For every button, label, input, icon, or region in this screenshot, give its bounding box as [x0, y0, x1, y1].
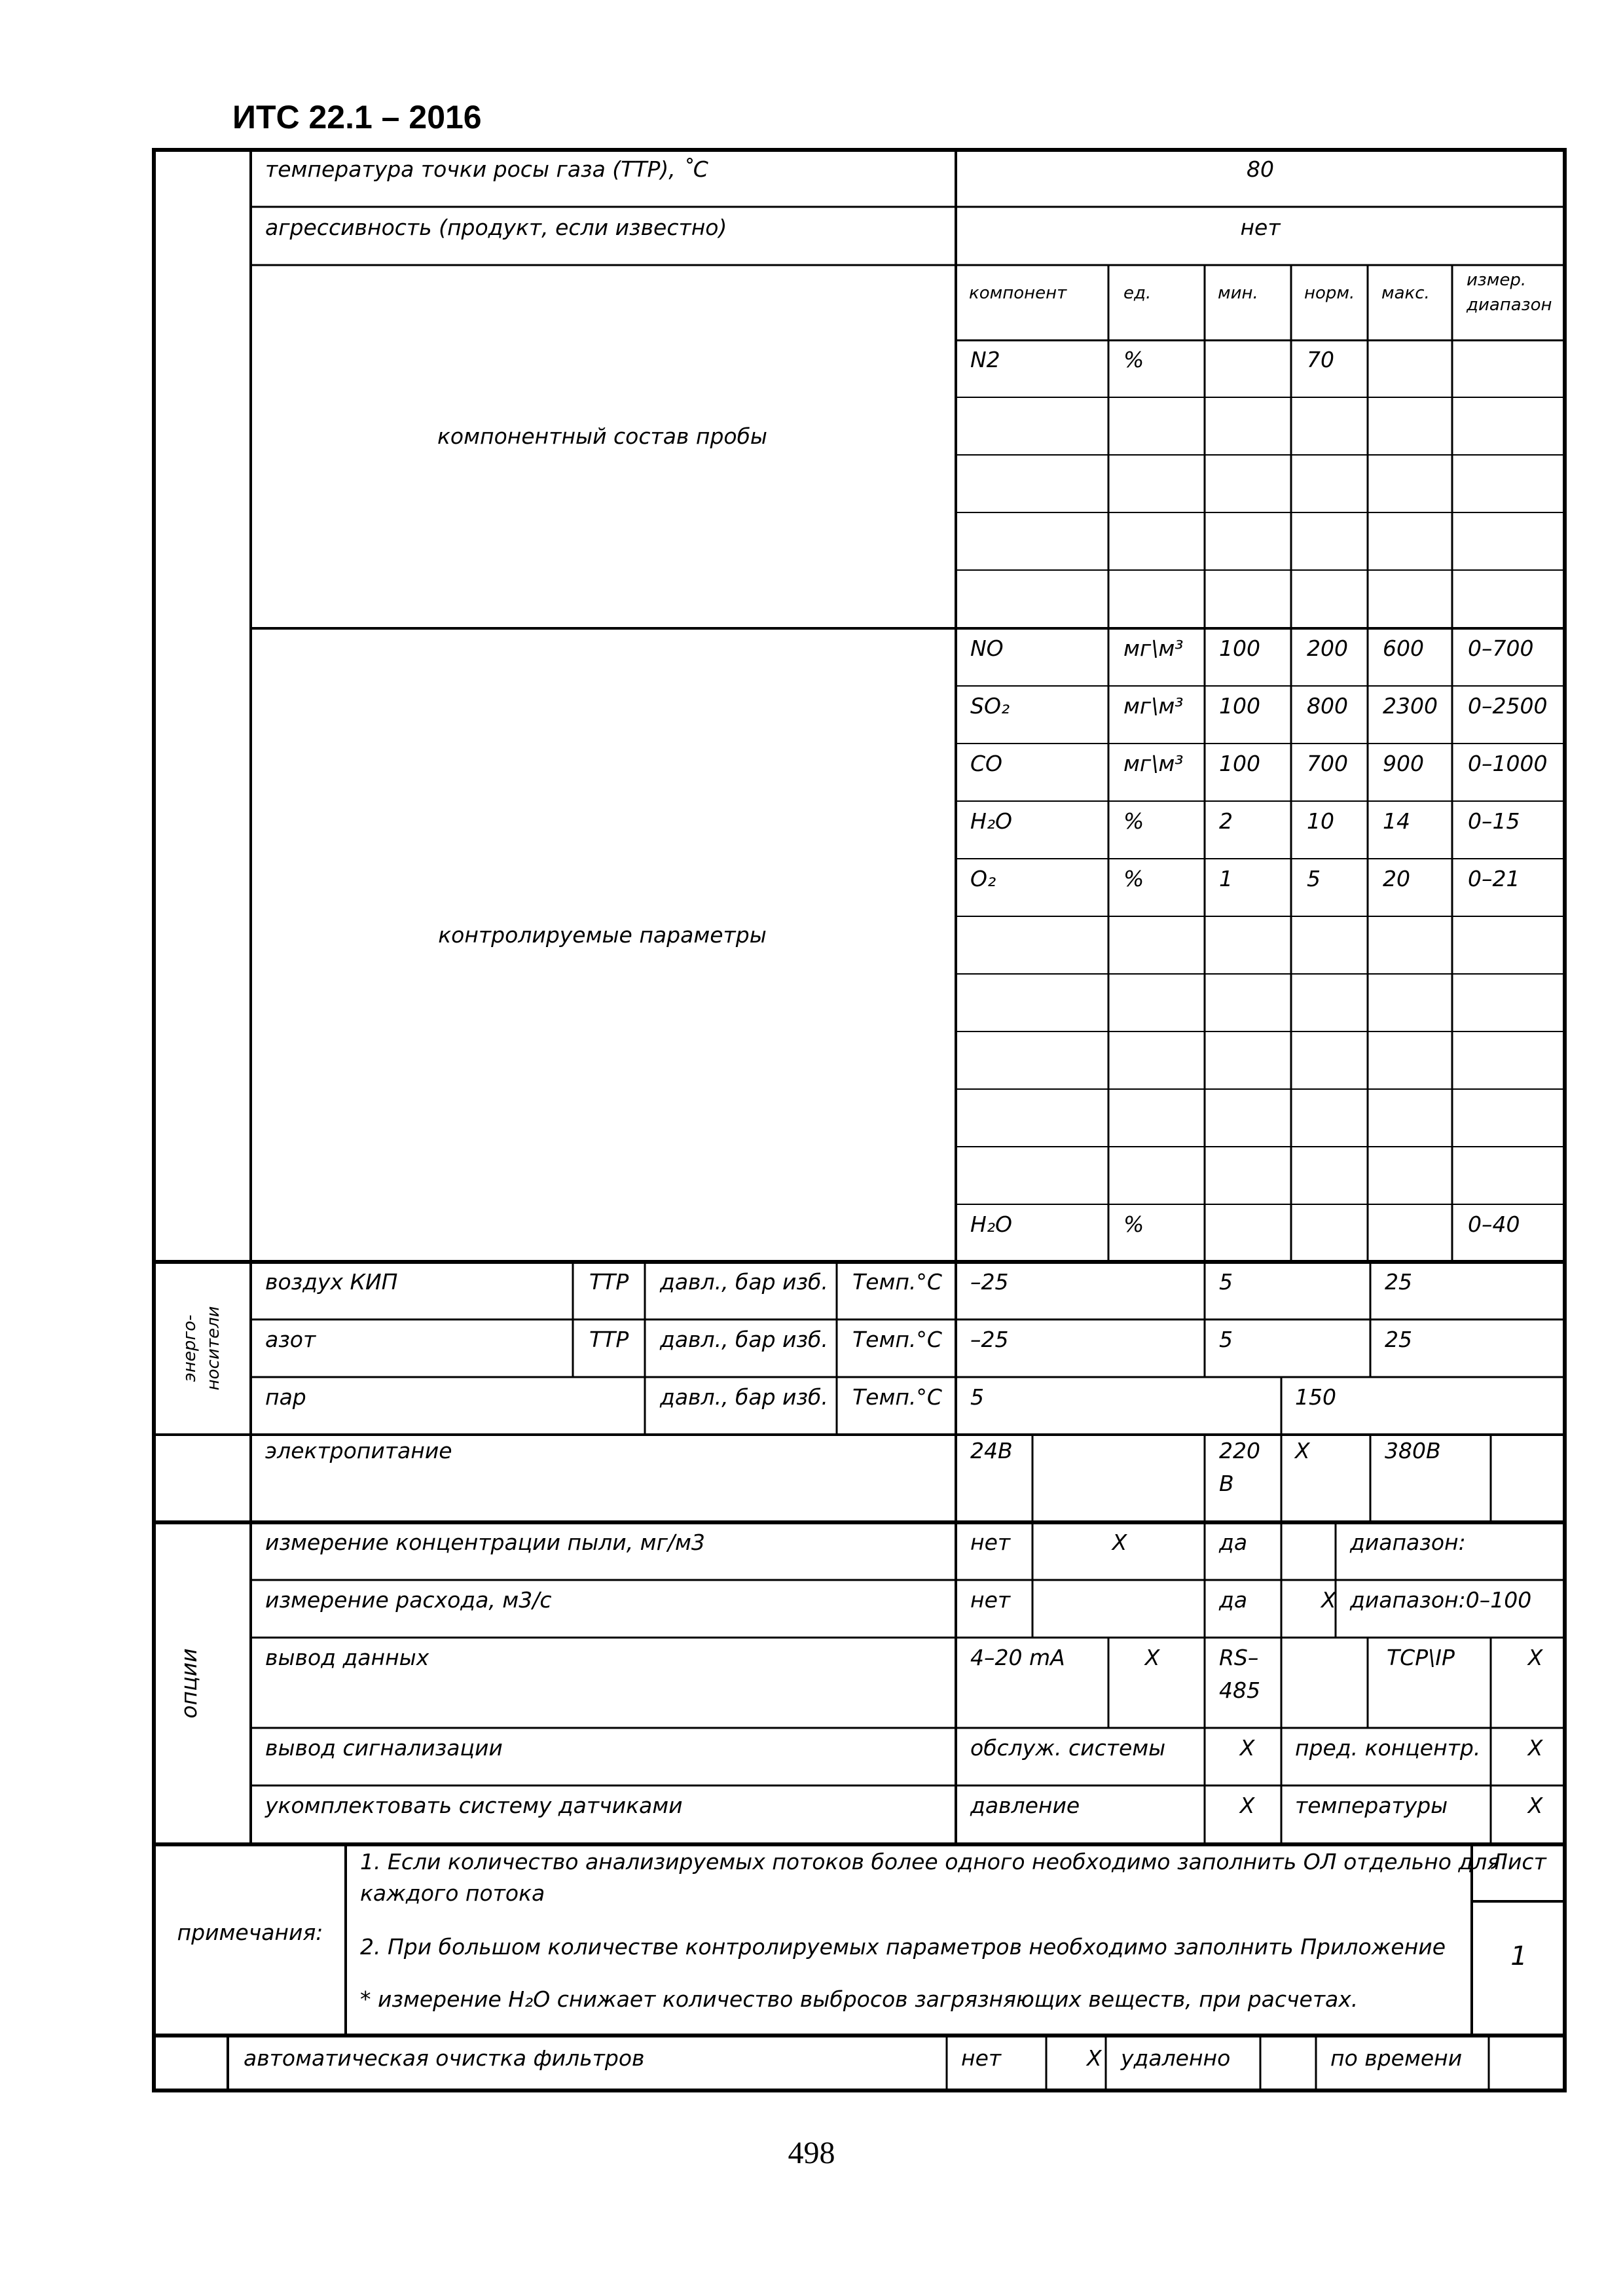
power-220-line2: В	[1219, 1471, 1234, 1496]
alarm-out-service: обслуж. системы	[970, 1735, 1166, 1761]
composition-label: компонентный состав пробы	[437, 423, 768, 449]
aggressiveness-value: нет	[1240, 215, 1281, 240]
cell-component: SO₂	[970, 693, 1010, 719]
nitrogen-pressure-label: давл., бар изб.	[660, 1327, 828, 1352]
option-row-sensors	[264, 1793, 1544, 1818]
header-min: мин.	[1218, 283, 1258, 303]
dust-yes: да	[1219, 1530, 1248, 1555]
note-1-line2: каждого потока	[360, 1880, 545, 1906]
energy-row-air	[265, 1269, 1412, 1295]
header-norm: норм.	[1304, 283, 1355, 303]
air-ttr: ТТР	[589, 1269, 629, 1295]
cell-range: 0–1000	[1468, 751, 1548, 776]
notes-label: примечания:	[177, 1920, 323, 1945]
energy-row-steam	[265, 1384, 1336, 1410]
cell-max: 14	[1383, 808, 1410, 834]
cell-range: 0–40	[1468, 1211, 1520, 1237]
cell-norm: 70	[1307, 347, 1334, 372]
header-range-line2: диапазон	[1467, 295, 1552, 315]
cell-min: 1	[1219, 866, 1233, 891]
data-out-rs-line2: 485	[1219, 1677, 1260, 1703]
flow-label: измерение расхода, м3/с	[265, 1587, 552, 1613]
nitrogen-value-1: –25	[970, 1327, 1009, 1352]
sensors-pressure: давление	[970, 1793, 1080, 1818]
cell-component: H₂O	[970, 808, 1013, 834]
cell-min: 2	[1219, 808, 1233, 834]
option-row-data-out	[265, 1645, 1544, 1703]
alarm-out-label: вывод сигнализации	[265, 1735, 503, 1761]
air-name: воздух КИП	[265, 1269, 398, 1295]
energy-row-power	[265, 1438, 1441, 1496]
filters-no: нет	[961, 2045, 1002, 2071]
cell-max: 900	[1383, 751, 1424, 776]
energy-row-nitrogen	[265, 1327, 1412, 1352]
energy-side-label-line1: энерго-	[180, 1314, 200, 1382]
page-number: 498	[788, 2136, 835, 2170]
alarm-out-limit: пред. концентр.	[1295, 1735, 1481, 1761]
cell-max: 2300	[1383, 693, 1438, 719]
steam-temp-label: Темп.°С	[852, 1384, 942, 1410]
nitrogen-name: азот	[265, 1327, 316, 1352]
cell-component: CO	[970, 751, 1003, 776]
flow-range: диапазон:0–100	[1350, 1587, 1532, 1613]
cell-max: 20	[1383, 866, 1410, 891]
note-1-line1: 1. Если количество анализируемых потоков более одного необходимо заполнить ОЛ отдельно для	[360, 1849, 1501, 1874]
header-component: компонент	[969, 283, 1067, 303]
cell-unit: мг\м³	[1123, 751, 1184, 776]
sensors-label: укомплектовать систему датчиками	[265, 1793, 683, 1818]
air-pressure-label: давл., бар изб.	[660, 1269, 828, 1295]
cell-max: 600	[1383, 636, 1424, 661]
table-row	[970, 1211, 1520, 1237]
flow-mark: X	[1321, 1587, 1336, 1613]
dew-point-label: температура точки росы газа (ТТР), ˚С	[265, 156, 708, 182]
nitrogen-temp-label: Темп.°С	[852, 1327, 942, 1352]
header-max: макс.	[1381, 283, 1430, 303]
cell-unit: мг\м³	[1123, 636, 1184, 661]
filters-label: автоматическая очистка фильтров	[244, 2045, 645, 2071]
flow-no: нет	[970, 1587, 1011, 1613]
power-220-line1: 220	[1219, 1438, 1260, 1463]
steam-value-1: 5	[970, 1384, 984, 1410]
cell-min: 100	[1219, 751, 1260, 776]
option-row-alarm-out	[265, 1735, 1544, 1761]
air-value-3: 25	[1385, 1269, 1412, 1295]
cell-norm: 200	[1307, 636, 1348, 661]
document-code: ИТС 22.1 – 2016	[232, 99, 482, 135]
cell-norm: 5	[1307, 866, 1321, 891]
header-range-line1: измер.	[1467, 270, 1527, 290]
filters-row	[244, 2045, 1462, 2071]
note-3: * измерение H₂O снижает количество выбросов загрязняющих веществ, при расчетах.	[360, 1986, 1359, 2012]
cell-component: H₂O	[970, 1211, 1013, 1237]
data-out-tcp: TCP\IP	[1387, 1645, 1455, 1670]
air-value-1: –25	[970, 1269, 1009, 1295]
table-row	[970, 866, 1520, 891]
dust-no: нет	[970, 1530, 1011, 1555]
filters-remote: удаленно	[1121, 2045, 1231, 2071]
data-out-rs-line1: RS–	[1219, 1645, 1259, 1670]
steam-value-2: 150	[1295, 1384, 1336, 1410]
option-row-dust	[265, 1530, 1466, 1555]
filters-by-time: по времени	[1330, 2045, 1463, 2071]
power-380v: 380В	[1385, 1438, 1441, 1463]
power-24v: 24В	[970, 1438, 1013, 1463]
table-row	[970, 808, 1520, 834]
cell-range: 0–700	[1468, 636, 1534, 661]
data-out-mark-1: X	[1144, 1645, 1160, 1670]
steam-name: пар	[265, 1384, 306, 1410]
option-row-flow	[265, 1587, 1531, 1613]
data-out-label: вывод данных	[265, 1645, 429, 1670]
data-out-ma: 4–20 mA	[970, 1645, 1065, 1670]
energy-side-label-line2: носители	[204, 1306, 223, 1391]
alarm-out-mark-1: X	[1239, 1735, 1255, 1761]
cell-unit: мг\м³	[1123, 693, 1184, 719]
flow-yes: да	[1219, 1587, 1248, 1613]
cell-unit: %	[1123, 866, 1144, 891]
cell-min: 100	[1219, 636, 1260, 661]
cell-unit: %	[1123, 808, 1144, 834]
dust-label: измерение концентрации пыли, мг/м3	[265, 1530, 705, 1555]
options-side-label: опции	[176, 1648, 202, 1719]
nitrogen-value-3: 25	[1385, 1327, 1412, 1352]
cell-unit: %	[1123, 1211, 1144, 1237]
dust-mark: X	[1112, 1530, 1127, 1555]
sheet-label: Лист	[1491, 1849, 1546, 1874]
sensors-temperature: температуры	[1295, 1793, 1448, 1818]
cell-component: N2	[970, 347, 1000, 372]
table-row	[970, 347, 1334, 372]
power-mark: X	[1295, 1438, 1310, 1463]
air-temp-label: Темп.°С	[852, 1269, 942, 1295]
cell-range: 0–21	[1468, 866, 1520, 891]
cell-component: O₂	[970, 866, 996, 891]
nitrogen-ttr: ТТР	[589, 1327, 629, 1352]
sensors-mark-2: X	[1527, 1793, 1543, 1818]
data-out-mark-2: X	[1527, 1645, 1543, 1670]
nitrogen-value-2: 5	[1219, 1327, 1233, 1352]
cell-norm: 700	[1307, 751, 1348, 776]
sensors-mark-1: X	[1239, 1793, 1255, 1818]
table-row	[970, 751, 1547, 776]
cell-norm: 10	[1307, 808, 1334, 834]
cell-norm: 800	[1307, 693, 1348, 719]
dew-point-value: 80	[1247, 156, 1274, 182]
note-2: 2. При большом количестве контролируемых параметров необходимо заполнить Приложение	[360, 1934, 1446, 1960]
cell-range: 0–2500	[1468, 693, 1548, 719]
air-value-2: 5	[1219, 1269, 1233, 1295]
filters-mark: X	[1087, 2045, 1102, 2071]
sheet-number: 1	[1510, 1941, 1527, 1971]
alarm-out-mark-2: X	[1527, 1735, 1543, 1761]
table-row	[970, 693, 1547, 719]
cell-component: NO	[970, 636, 1004, 661]
power-name: электропитание	[265, 1438, 452, 1463]
header-unit: ед.	[1123, 283, 1152, 303]
aggressiveness-label: агрессивность (продукт, если известно)	[265, 215, 727, 240]
dust-range: диапазон:	[1350, 1530, 1466, 1555]
table-row	[970, 636, 1533, 661]
cell-range: 0–15	[1468, 808, 1520, 834]
steam-pressure-label: давл., бар изб.	[660, 1384, 828, 1410]
cell-unit: %	[1123, 347, 1144, 372]
controlled-label: контролируемые параметры	[438, 922, 767, 948]
cell-min: 100	[1219, 693, 1260, 719]
